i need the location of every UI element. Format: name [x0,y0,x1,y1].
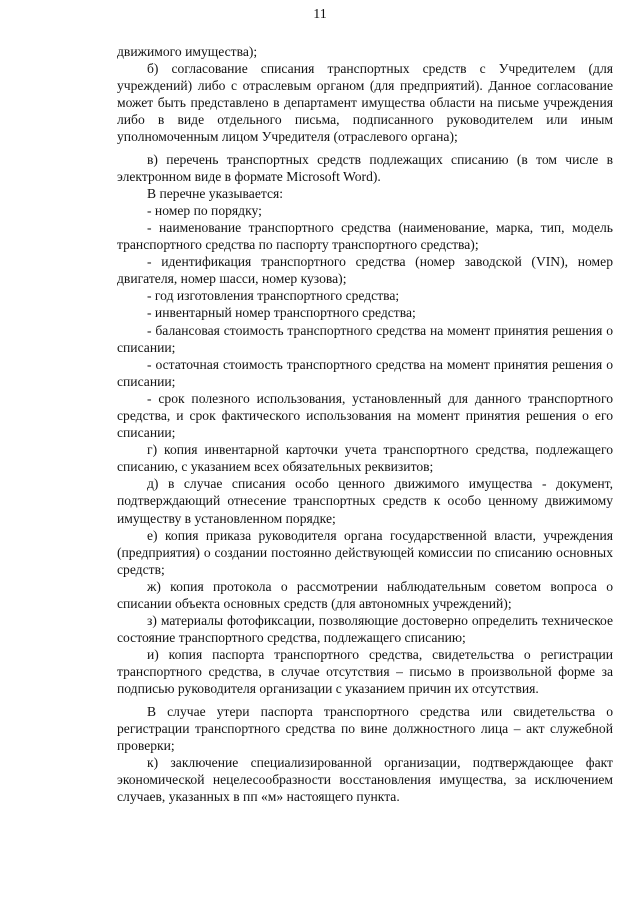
paragraph: - номер по порядку; [147,202,262,218]
paragraph: В случае утери паспорта транспортного средства или свидетельства о регистрации транспортного средства по вине должностного лица – акт служебной проверки; [117,703,613,753]
paragraph: и) копия паспорта транспортного средства, свидетельства о регистрации транспортного средства, в случае отсутствия – письмо в произвольной форме за подписью руководителя организации с указанием причин их отсутствия. [117,647,613,697]
paragraph: - балансовая стоимость транспортного средства на момент принятия решения о списании; [117,322,613,355]
page-number: 11 [313,7,327,22]
paragraph: к) заключение специализированной организации, подтверждающее факт экономической нецелесообразности восстановления имущества, за исключением случаев, указанных в пп «м» настоящего пункта. [117,754,613,805]
paragraph: - срок полезного использования, установленный для данного транспортного средства, и срок фактического использования на момент принятия решения о его списании; [117,390,613,441]
paragraph: г) копия инвентарной карточки учета транспортного средства, подлежащего списанию, с указанием всех обязательных реквизитов; [117,442,613,475]
paragraph: ж) копия протокола о рассмотрении наблюдательным советом вопроса о списании объекта основных средств (для автономных учреждений); [117,578,613,611]
document-body [117,43,613,805]
paragraph: б) согласование списания транспортных средств с Учредителем (для учреждений) либо с отраслевым органом (для предприятий). Данное согласование может быть представлено в департамент имущества области на письме учреждения либо в виде отдельного письма, подписанного руководителем или иным уполномоченным лицом Учредителя (отраслевого органа); [117,61,613,145]
paragraph: е) копия приказа руководителя органа государственной власти, учреждения (предприятия) о создании постоянно действующей комиссии по списанию основных средств; [117,527,613,577]
paragraph: в) перечень транспортных средств подлежащих списанию (в том числе в электронном виде в формате Microsoft Word). [117,151,613,184]
paragraph: - год изготовления транспортного средства; [147,288,400,304]
paragraph: движимого имущества); [117,44,258,59]
paragraph: - инвентарный номер транспортного средства; [147,305,416,321]
paragraph: В перечне указывается: [147,185,284,201]
paragraph: - идентификация транспортного средства (номер заводской (VIN), номер двигателя, номер шасси, номер кузова); [117,254,613,287]
paragraph: - наименование транспортного средства (наименование, марка, тип, модель транспортного средства по паспорту транспортного средства); [117,219,613,253]
paragraph: - остаточная стоимость транспортного средства на момент принятия решения о списании; [117,356,613,389]
paragraph: д) в случае списания особо ценного движимого имущества - документ, подтверждающий отнесение транспортных средств к особо ценному движимому имуществу в установленном порядке; [117,476,613,526]
paragraph: з) материалы фотофиксации, позволяющие достоверно определить техническое состояние транспортного средства, подлежащего списанию; [117,613,613,646]
